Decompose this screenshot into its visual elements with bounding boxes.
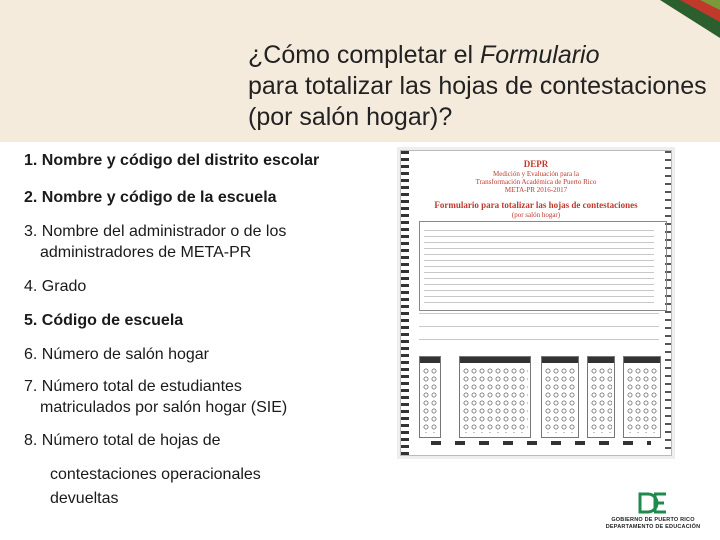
bubble-grid [419, 356, 441, 438]
form-instructions-box [419, 221, 667, 311]
bubble-grid [459, 356, 531, 438]
bubble-grid [623, 356, 661, 438]
form-header: DEPR Medición y Evaluación para la Transformación Académica de Puerto Rico META-PR 2016-2017 Formulario para totalizar las hojas de contestaciones (por salón hogar) [434, 159, 638, 219]
bubble-grid [587, 356, 615, 438]
logo-text-department: DEPARTAMENTO DE EDUCACIÓN [605, 524, 701, 530]
form-name-lines [419, 313, 659, 345]
slide-title: ¿Cómo completar el Formulario para totalizar las hojas de contestaciones (por salón hogar)? [248, 41, 707, 131]
list-item: 4. Grado [24, 278, 87, 295]
bubble-grid [541, 356, 579, 438]
form-thumbnail [400, 150, 672, 456]
list-item: 2. Nombre y código de la escuela [24, 189, 277, 206]
corner-decoration [650, 0, 720, 38]
list-item: 8. Número total de hojas de contestaciones operacionales devueltas [24, 432, 261, 507]
timing-marks-left [401, 151, 409, 455]
department-logo [600, 490, 706, 530]
list-item: 5. Código de escuela [24, 312, 184, 329]
de-logo-icon [638, 492, 668, 514]
list-item: 1. Nombre y código del distrito escolar [24, 152, 320, 169]
list-item: 3. Nombre del administrador o de los administradores de META-PR [24, 223, 287, 261]
form-footer-marks [431, 441, 651, 445]
list-item: 6. Número de salón hogar [24, 346, 210, 363]
list-item: 7. Número total de estudiantes matriculados por salón hogar (SIE) [24, 378, 288, 416]
logo-text-government: GOBIERNO DE PUERTO RICO [611, 517, 695, 523]
